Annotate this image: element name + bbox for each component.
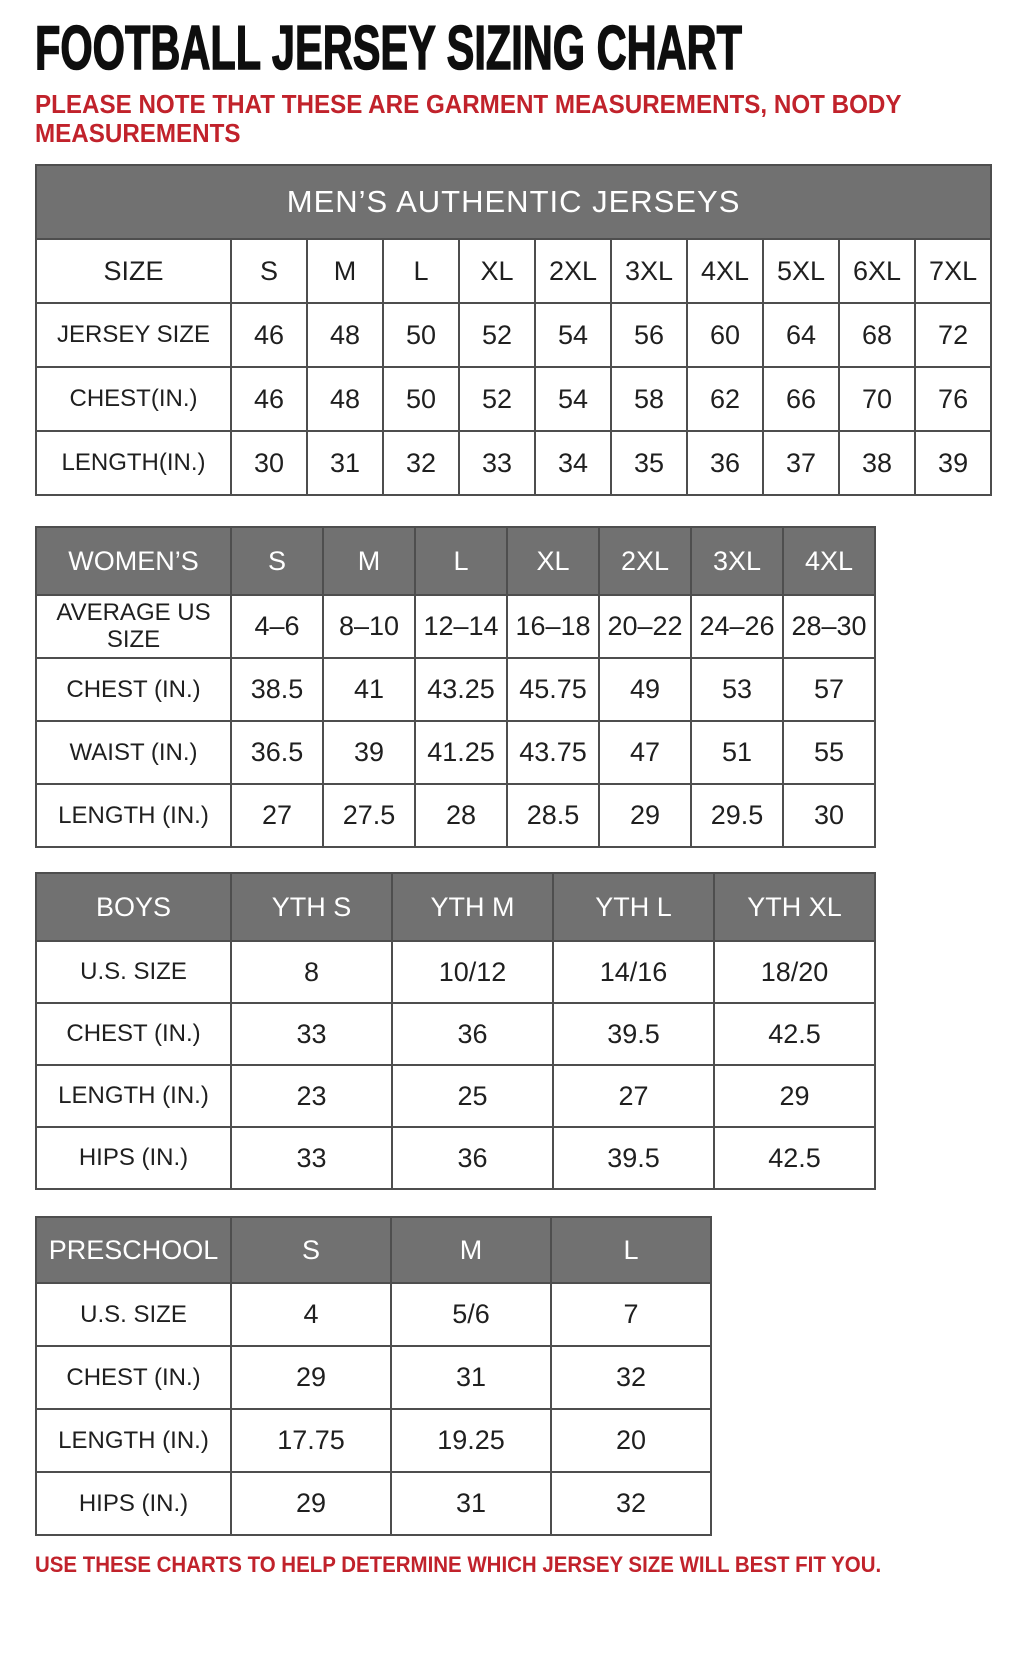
- data-cell: 33: [459, 431, 535, 495]
- data-cell: 32: [383, 431, 459, 495]
- table-row: [36, 1346, 711, 1409]
- col-header: XL: [459, 239, 535, 303]
- data-cell: 29: [599, 784, 691, 847]
- col-header: 7XL: [915, 239, 991, 303]
- col-header: 4XL: [687, 239, 763, 303]
- data-cell: 42.5: [714, 1127, 875, 1189]
- row-label: LENGTH(IN.): [36, 431, 231, 495]
- col-header: YTH S: [231, 873, 392, 941]
- data-cell: 4–6: [231, 595, 323, 658]
- col-header: YTH XL: [714, 873, 875, 941]
- data-cell: 31: [391, 1346, 551, 1409]
- col-header: M: [323, 527, 415, 595]
- row-label: HIPS (IN.): [36, 1127, 231, 1189]
- col-header: 2XL: [535, 239, 611, 303]
- data-cell: 50: [383, 367, 459, 431]
- data-cell: 27: [231, 784, 323, 847]
- data-cell: 41.25: [415, 721, 507, 784]
- data-cell: 72: [915, 303, 991, 367]
- table-row: [36, 1217, 711, 1283]
- table-row: [36, 1409, 711, 1472]
- col-header: XL: [507, 527, 599, 595]
- row-label: WAIST (IN.): [36, 721, 231, 784]
- table-row: [36, 595, 875, 658]
- table-row: [36, 303, 991, 367]
- data-cell: 46: [231, 367, 307, 431]
- data-cell: 54: [535, 303, 611, 367]
- data-cell: 64: [763, 303, 839, 367]
- col-header: 2XL: [599, 527, 691, 595]
- data-cell: 35: [611, 431, 687, 495]
- table-row: [36, 239, 991, 303]
- row-label: U.S. SIZE: [36, 941, 231, 1003]
- data-cell: 36.5: [231, 721, 323, 784]
- data-cell: 27: [553, 1065, 714, 1127]
- data-cell: 54: [535, 367, 611, 431]
- data-cell: 29: [231, 1346, 391, 1409]
- fit-advice-footer: USE THESE CHARTS TO HELP DETERMINE WHICH JERSEY SIZE WILL BEST FIT YOU.: [35, 1552, 882, 1578]
- data-cell: 51: [691, 721, 783, 784]
- row-label: AVERAGE US SIZE: [36, 595, 231, 658]
- data-cell: 28.5: [507, 784, 599, 847]
- table-row: [36, 1127, 875, 1189]
- preschool-table: [35, 1216, 712, 1536]
- garment-measurements-note: PLEASE NOTE THAT THESE ARE GARMENT MEASUREMENTS, NOT BODY MEASUREMENTS: [35, 89, 902, 149]
- col-header: WOMEN’S: [36, 527, 231, 595]
- data-cell: 19.25: [391, 1409, 551, 1472]
- data-cell: 29: [714, 1065, 875, 1127]
- data-cell: 43.25: [415, 658, 507, 721]
- data-cell: 30: [783, 784, 875, 847]
- data-cell: 39.5: [553, 1127, 714, 1189]
- data-cell: 52: [459, 303, 535, 367]
- table-row: [36, 721, 875, 784]
- data-cell: 49: [599, 658, 691, 721]
- row-label: CHEST (IN.): [36, 1346, 231, 1409]
- col-header: L: [415, 527, 507, 595]
- row-label: CHEST (IN.): [36, 1003, 231, 1065]
- data-cell: 58: [611, 367, 687, 431]
- data-cell: 8: [231, 941, 392, 1003]
- mens-authentic-jerseys-table: [35, 164, 992, 496]
- data-cell: 68: [839, 303, 915, 367]
- data-cell: 50: [383, 303, 459, 367]
- data-cell: 18/20: [714, 941, 875, 1003]
- data-cell: 23: [231, 1065, 392, 1127]
- col-header: YTH L: [553, 873, 714, 941]
- data-cell: 24–26: [691, 595, 783, 658]
- table-row: [36, 431, 991, 495]
- data-cell: 31: [391, 1472, 551, 1535]
- col-header: M: [307, 239, 383, 303]
- table-row: [36, 1283, 711, 1346]
- data-cell: 33: [231, 1003, 392, 1065]
- data-cell: 42.5: [714, 1003, 875, 1065]
- data-cell: 53: [691, 658, 783, 721]
- data-cell: 36: [687, 431, 763, 495]
- row-label: HIPS (IN.): [36, 1472, 231, 1535]
- table-row: [36, 1003, 875, 1065]
- data-cell: 45.75: [507, 658, 599, 721]
- data-cell: 55: [783, 721, 875, 784]
- table-row: [36, 1065, 875, 1127]
- data-cell: 47: [599, 721, 691, 784]
- data-cell: 66: [763, 367, 839, 431]
- sizing-chart-page: [0, 14, 1024, 1578]
- data-cell: 52: [459, 367, 535, 431]
- data-cell: 32: [551, 1346, 711, 1409]
- col-header: L: [383, 239, 459, 303]
- row-label: LENGTH (IN.): [36, 1409, 231, 1472]
- col-header: S: [231, 527, 323, 595]
- row-label: CHEST (IN.): [36, 658, 231, 721]
- table-row: [36, 367, 991, 431]
- table-row: [36, 658, 875, 721]
- data-cell: 60: [687, 303, 763, 367]
- col-header: BOYS: [36, 873, 231, 941]
- data-cell: 14/16: [553, 941, 714, 1003]
- table-row: [36, 941, 875, 1003]
- table-row: [36, 1472, 711, 1535]
- table-row: [36, 784, 875, 847]
- data-cell: 34: [535, 431, 611, 495]
- data-cell: 12–14: [415, 595, 507, 658]
- col-header: M: [391, 1217, 551, 1283]
- womens-table: [35, 526, 876, 848]
- data-cell: 31: [307, 431, 383, 495]
- data-cell: 17.75: [231, 1409, 391, 1472]
- table-row: [36, 527, 875, 595]
- data-cell: 39: [915, 431, 991, 495]
- data-cell: 28: [415, 784, 507, 847]
- data-cell: 20: [551, 1409, 711, 1472]
- data-cell: 5/6: [391, 1283, 551, 1346]
- data-cell: 62: [687, 367, 763, 431]
- col-header: 4XL: [783, 527, 875, 595]
- data-cell: 28–30: [783, 595, 875, 658]
- col-header: S: [231, 239, 307, 303]
- data-cell: 38: [839, 431, 915, 495]
- data-cell: 25: [392, 1065, 553, 1127]
- data-cell: 8–10: [323, 595, 415, 658]
- data-cell: 7: [551, 1283, 711, 1346]
- data-cell: 38.5: [231, 658, 323, 721]
- data-cell: 48: [307, 367, 383, 431]
- data-cell: 32: [551, 1472, 711, 1535]
- data-cell: 30: [231, 431, 307, 495]
- data-cell: 36: [392, 1003, 553, 1065]
- col-header: SIZE: [36, 239, 231, 303]
- data-cell: 29.5: [691, 784, 783, 847]
- data-cell: 39: [323, 721, 415, 784]
- data-cell: 4: [231, 1283, 391, 1346]
- col-header: 3XL: [691, 527, 783, 595]
- data-cell: 56: [611, 303, 687, 367]
- row-label: LENGTH (IN.): [36, 1065, 231, 1127]
- col-header: 5XL: [763, 239, 839, 303]
- col-header: 3XL: [611, 239, 687, 303]
- data-cell: 57: [783, 658, 875, 721]
- data-cell: 16–18: [507, 595, 599, 658]
- col-header: L: [551, 1217, 711, 1283]
- table-row: [36, 873, 875, 941]
- data-cell: 20–22: [599, 595, 691, 658]
- data-cell: 27.5: [323, 784, 415, 847]
- page-title: FOOTBALL JERSEY SIZING CHART: [35, 14, 743, 83]
- data-cell: 70: [839, 367, 915, 431]
- row-label: JERSEY SIZE: [36, 303, 231, 367]
- data-cell: 39.5: [553, 1003, 714, 1065]
- data-cell: 43.75: [507, 721, 599, 784]
- col-header: S: [231, 1217, 391, 1283]
- row-label: U.S. SIZE: [36, 1283, 231, 1346]
- data-cell: 10/12: [392, 941, 553, 1003]
- mens-table-banner: MEN’S AUTHENTIC JERSEYS: [36, 165, 991, 239]
- data-cell: 37: [763, 431, 839, 495]
- col-header: 6XL: [839, 239, 915, 303]
- data-cell: 29: [231, 1472, 391, 1535]
- row-label: CHEST(IN.): [36, 367, 231, 431]
- data-cell: 76: [915, 367, 991, 431]
- col-header: PRESCHOOL: [36, 1217, 231, 1283]
- data-cell: 41: [323, 658, 415, 721]
- col-header: YTH M: [392, 873, 553, 941]
- boys-table: [35, 872, 876, 1190]
- row-label: LENGTH (IN.): [36, 784, 231, 847]
- data-cell: 46: [231, 303, 307, 367]
- data-cell: 33: [231, 1127, 392, 1189]
- data-cell: 36: [392, 1127, 553, 1189]
- data-cell: 48: [307, 303, 383, 367]
